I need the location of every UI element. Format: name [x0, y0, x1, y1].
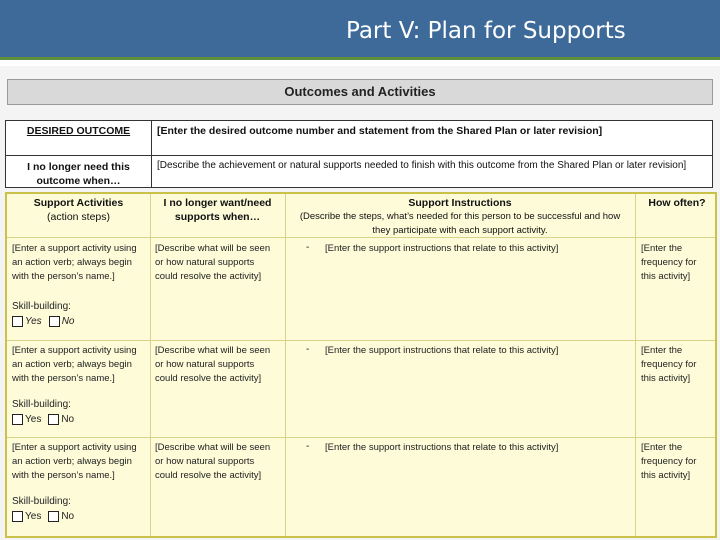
skill-building-label: Skill-building:: [12, 399, 71, 410]
no-longer-line: or how natural supports: [155, 257, 255, 268]
no-longer-cell[interactable]: [155, 344, 283, 386]
skill-no-label: No: [61, 316, 75, 327]
frequency-line: this activity]: [641, 373, 691, 384]
activity-cell[interactable]: [12, 242, 150, 284]
header-instructions-line2: (Describe the steps, what’s needed for this person to be successful and how: [299, 211, 621, 222]
skill-yes-label: Yes: [25, 511, 42, 522]
header-instructions-title: Support Instructions: [408, 197, 512, 209]
skill-yes-checkbox[interactable]: [12, 414, 23, 425]
no-longer-line: or how natural supports: [155, 359, 255, 370]
frequency-cell[interactable]: [641, 441, 717, 483]
instructions-cell[interactable]: [Enter the support instructions that relate to this activity]: [325, 345, 559, 356]
activity-line: [Enter a support activity using: [12, 345, 137, 356]
activity-line: an action verb; always begin: [12, 456, 132, 467]
frequency-line: frequency for: [641, 359, 697, 370]
skill-building-options: [12, 316, 74, 327]
finish-outcome-row: [5, 156, 713, 188]
bullet-dash: -: [306, 344, 310, 355]
frequency-line: this activity]: [641, 271, 691, 282]
bullet-dash: -: [306, 242, 310, 253]
header-support-activities: [7, 196, 150, 224]
skill-yes-checkbox[interactable]: [12, 511, 23, 522]
skill-yes-checkbox[interactable]: [12, 316, 23, 327]
skill-yes-label: Yes: [25, 414, 42, 425]
no-longer-line: could resolve the activity]: [155, 470, 262, 481]
activity-line: with the person’s name.]: [12, 470, 115, 481]
no-longer-line: [Describe what will be seen: [155, 345, 271, 356]
instructions-cell[interactable]: [Enter the support instructions that relate to this activity]: [325, 442, 559, 453]
header-how-often: [635, 196, 719, 210]
slide-title-bar: [0, 0, 720, 60]
desired-outcome-field[interactable]: [Enter the desired outcome number and statement from the Shared Plan or later revision]: [151, 121, 712, 155]
desired-outcome-row: [5, 120, 713, 156]
activity-line: with the person’s name.]: [12, 271, 115, 282]
support-activities-table: [5, 192, 717, 538]
skill-yes-label: Yes: [25, 316, 42, 327]
skill-building-label: Skill-building:: [12, 496, 71, 507]
row-divider: [7, 340, 715, 341]
activity-line: [Enter a support activity using: [12, 243, 137, 254]
instructions-cell[interactable]: [Enter the support instructions that relate to this activity]: [325, 243, 559, 254]
skill-no-checkbox[interactable]: [48, 511, 59, 522]
skill-no-label: No: [61, 511, 75, 522]
skill-no-label: No: [61, 414, 75, 425]
activity-cell[interactable]: [12, 441, 150, 483]
no-longer-line: [Describe what will be seen: [155, 243, 271, 254]
activity-line: an action verb; always begin: [12, 257, 132, 268]
column-divider: [285, 194, 286, 536]
no-longer-line: or how natural supports: [155, 456, 255, 467]
header-no-longer-line1: I no longer want/need: [163, 197, 272, 209]
activity-cell[interactable]: [12, 344, 150, 386]
skill-building-options: [12, 414, 74, 425]
skill-building-options: [12, 511, 74, 522]
header-instructions-line3: they participate with each support activity.: [372, 225, 548, 236]
no-longer-line: [Describe what will be seen: [155, 442, 271, 453]
header-support-activities-title: Support Activities: [33, 197, 124, 209]
finish-outcome-label-line2: outcome when…: [36, 175, 121, 187]
no-longer-line: could resolve the activity]: [155, 271, 262, 282]
no-longer-cell[interactable]: [155, 242, 283, 284]
frequency-cell[interactable]: [641, 344, 717, 386]
no-longer-cell[interactable]: [155, 441, 283, 483]
no-longer-line: could resolve the activity]: [155, 373, 262, 384]
column-divider: [635, 194, 636, 536]
section-header: Outcomes and Activities: [7, 79, 713, 105]
header-how-often-title: How often?: [648, 197, 706, 209]
header-no-longer: [150, 196, 285, 224]
finish-outcome-field[interactable]: [Describe the achievement or natural supports needed to finish with this outcome from the Shared Plan or later revision]: [151, 156, 712, 187]
slide-title: Part V: Plan for Supports: [346, 18, 626, 44]
frequency-line: frequency for: [641, 257, 697, 268]
header-support-activities-sub: (action steps): [46, 211, 111, 223]
skill-no-checkbox[interactable]: [49, 316, 60, 327]
row-divider: [7, 437, 715, 438]
frequency-cell[interactable]: [641, 242, 717, 284]
skill-no-checkbox[interactable]: [48, 414, 59, 425]
bullet-dash: -: [306, 441, 310, 452]
skill-building-label: Skill-building:: [12, 301, 71, 312]
frequency-line: [Enter the: [641, 243, 683, 254]
header-support-instructions: [285, 196, 635, 238]
desired-outcome-label: DESIRED OUTCOME: [26, 125, 131, 137]
finish-outcome-label: [6, 156, 151, 187]
header-no-longer-line2: supports when…: [174, 211, 261, 223]
activity-line: with the person’s name.]: [12, 373, 115, 384]
frequency-line: [Enter the: [641, 345, 683, 356]
frequency-line: frequency for: [641, 456, 697, 467]
column-divider: [150, 194, 151, 536]
activity-line: an action verb; always begin: [12, 359, 132, 370]
finish-outcome-label-line1: I no longer need this: [27, 161, 130, 173]
frequency-line: [Enter the: [641, 442, 683, 453]
activity-line: [Enter a support activity using: [12, 442, 137, 453]
frequency-line: this activity]: [641, 470, 691, 481]
